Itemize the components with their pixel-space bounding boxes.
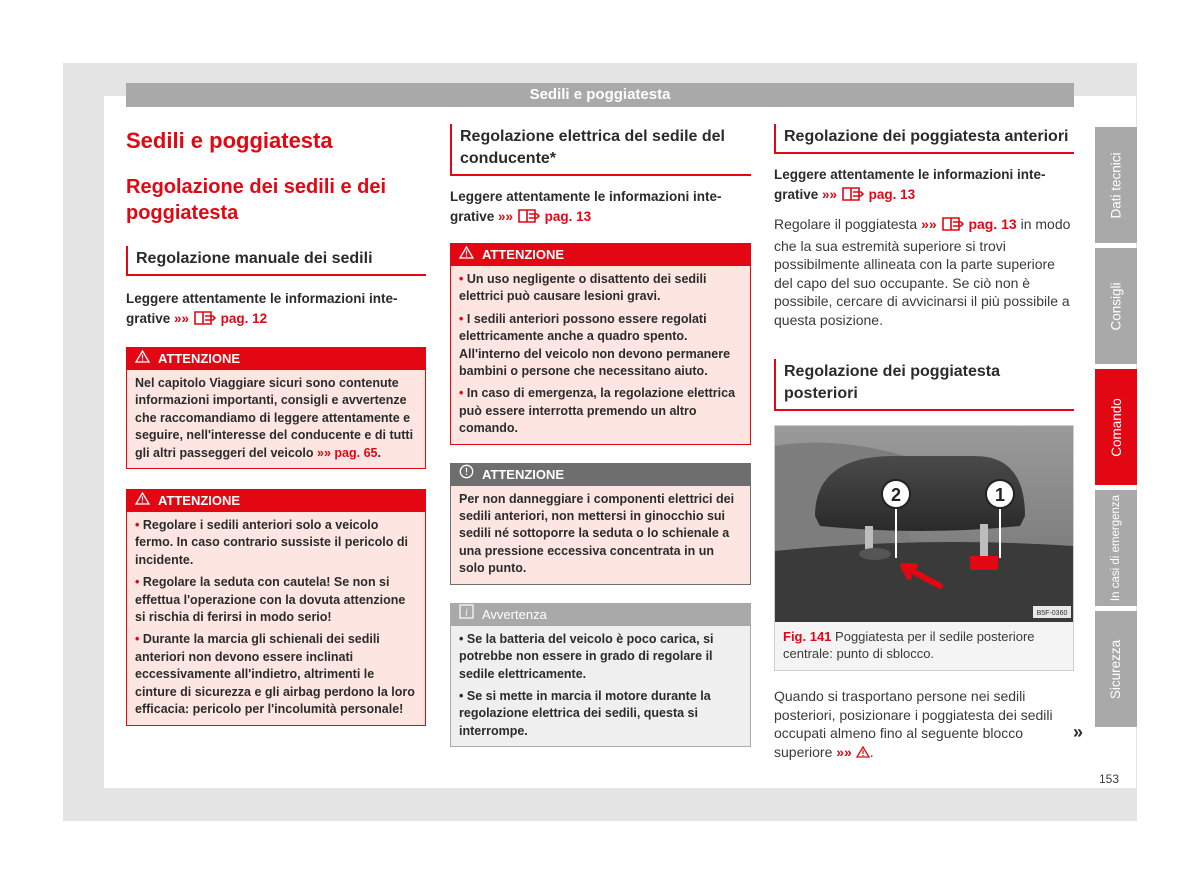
warning-label: ATTENZIONE	[158, 351, 241, 366]
ref-arrows: »»	[822, 186, 838, 202]
intro-text: Leggere attentamente le informazioni inte- grative »» pag. 13	[774, 166, 1074, 207]
book-icon	[841, 185, 865, 208]
list-item: • Regolare la seduta con cautela! Se non si effettua l'operazione con la dovuta attenzione si rischia di ferirsi in modo serio!	[135, 575, 406, 625]
info-box	[450, 603, 751, 747]
tab-in-casi-di-emergenza[interactable]: In casi di emergenza	[1095, 490, 1137, 606]
ref-page-link[interactable]: pag. 13	[868, 186, 916, 202]
notice-label: ATTENZIONE	[482, 466, 565, 482]
warning-body	[127, 512, 425, 724]
warning-triangle-icon	[135, 348, 150, 370]
info-label: Avvertenza	[482, 606, 547, 622]
list-item: • In caso di emergenza, la regolazione elettrica può essere interrotta premendo un altro comando.	[459, 386, 736, 436]
ref-arrows: »»	[498, 208, 514, 224]
ref-arrows: »»	[836, 743, 852, 760]
warning-label: ATTENZIONE	[482, 247, 565, 262]
warning-header	[451, 244, 750, 266]
section-heading-manual-seats: Regolazione manuale dei sedili	[126, 246, 426, 276]
ref-page-link[interactable]: pag. 13	[544, 208, 592, 224]
warning-body	[451, 266, 750, 444]
info-icon	[459, 604, 474, 626]
ref-page-link[interactable]: pag. 65	[334, 445, 378, 460]
tab-sicurezza[interactable]: Sicurezza	[1095, 611, 1137, 727]
section-heading-rear-headrests: Regolazione dei poggiatesta posteriori	[774, 359, 1074, 411]
info-header	[451, 604, 750, 626]
column-middle	[450, 120, 751, 747]
callout-2: 2	[890, 485, 902, 505]
page-number: 153	[1099, 772, 1120, 786]
section-heading-front-headrests: Regolazione dei poggiatesta anteriori	[774, 124, 1074, 154]
intro-text: Leggere attentamente le informazioni inte- grative »» pag. 13	[450, 188, 751, 229]
chapter-header: Sedili e poggiatesta	[126, 83, 1074, 107]
notice-box	[450, 463, 751, 585]
list-item: • I sedili anteriori possono essere regolati elettricamente anche a quadro spento. All'interno del veicolo non devono permanere bambini o persone che necessitano aiuto.	[459, 311, 731, 379]
page-title: Sedili e poggiatesta	[126, 128, 333, 153]
warning-header	[127, 348, 425, 370]
warning-triangle-icon	[459, 244, 474, 266]
ref-page-link[interactable]: pag. 13	[968, 216, 1017, 232]
tab-dati-tecnici[interactable]: Dati tecnici	[1095, 127, 1137, 243]
figure-label: Fig. 141	[783, 629, 832, 644]
list-item: • Durante la marcia gli schienali dei sedili anteriori non devono essere inclinati eccessivamente all'indietro, altrimenti le cinture di sicurezza e gli airbag perdono la loro efficacia: pericolo per l'incolumità personale!	[135, 632, 415, 717]
column-left	[126, 120, 426, 726]
figure-code: B5F-0360	[1036, 610, 1068, 617]
warning-header	[127, 490, 425, 512]
callout-1: 1	[994, 485, 1006, 505]
warning-box-2	[126, 489, 426, 725]
chapter-subtitle: Regolazione dei sedili e dei poggiatesta	[126, 176, 387, 224]
info-body	[451, 626, 750, 746]
figure-caption: Fig. 141 Poggiatesta per il sedile posteriore centrale: punto di sblocco.	[783, 629, 1035, 661]
book-icon	[193, 309, 217, 332]
figure-image	[775, 426, 1073, 622]
figure-141	[774, 425, 1074, 671]
book-icon	[517, 207, 541, 230]
book-icon	[941, 215, 965, 237]
warning-triangle-icon	[135, 490, 150, 512]
ref-arrows: »»	[174, 310, 190, 326]
intro-text: Leggere attentamente le informazioni inte- grative »» pag. 12	[126, 290, 426, 331]
list-item: • Se si mette in marcia il motore durante la regolazione elettrica dei sedili, questa si interrompe.	[459, 688, 711, 738]
notice-header	[451, 464, 750, 486]
ref-arrows: »»	[921, 216, 937, 232]
notice-body: Per non danneggiare i componenti elettrici dei sedili anteriori, non mettersi in ginocchio sui sedili né sottoporre la seduta o lo schienale a una pressione eccessiva concentrata in un solo punto.	[459, 491, 735, 576]
warning-body: Nel capitolo Viaggiare sicuri sono contenute informazioni importanti, consigli e avvertenze che raccomandiamo di leggere attentamente e seguire, nell'interesse del conducente e di tutti gli altri passeggeri del veicolo »» pag. 65.	[135, 376, 414, 460]
warning-label: ATTENZIONE	[158, 493, 241, 509]
ref-arrows: »»	[317, 445, 331, 460]
headrest-illustration	[775, 426, 1073, 622]
notice-circle-icon	[459, 464, 474, 486]
tab-comando[interactable]: Comando	[1095, 369, 1137, 485]
svg-text:i: i	[465, 607, 468, 619]
paragraph-rear-headrest: Quando si trasportano persone nei sedili posteriori, posizionare i poggiatesta dei sedili occupati almeno fino al seguente blocco superiore »» .	[774, 688, 1053, 760]
tab-consigli[interactable]: Consigli	[1095, 248, 1137, 364]
warning-box-electric	[450, 243, 751, 445]
list-item: • Un uso negligente o disattento dei sedili elettrici può causare lesioni gravi.	[459, 272, 707, 304]
continue-marker: »	[1073, 722, 1084, 742]
warning-ref-icon	[856, 744, 870, 760]
column-right	[774, 120, 1074, 761]
paragraph-front-headrest: Regolare il poggiatesta »» pag. 13 in modo che la sua estremità superiore si trovi possibilmente allineata con la parte superiore del capo del suo occupante. Se ciò non è possibile, cercare di avvicinarsi il più possibile a questa posizione.	[774, 216, 1071, 328]
list-item: • Regolare i sedili anteriori solo a veicolo fermo. In caso contrario sussiste il pericolo di incidente.	[135, 518, 408, 567]
ref-page-link[interactable]: pag. 12	[220, 310, 268, 326]
warning-box-1	[126, 347, 426, 469]
list-item: • Se la batteria del veicolo è poco carica, si potrebbe non essere in grado di regolare il sedile elettricamente.	[459, 631, 714, 681]
section-heading-electric-seat: Regolazione elettrica del sedile del conducente*	[450, 124, 751, 176]
